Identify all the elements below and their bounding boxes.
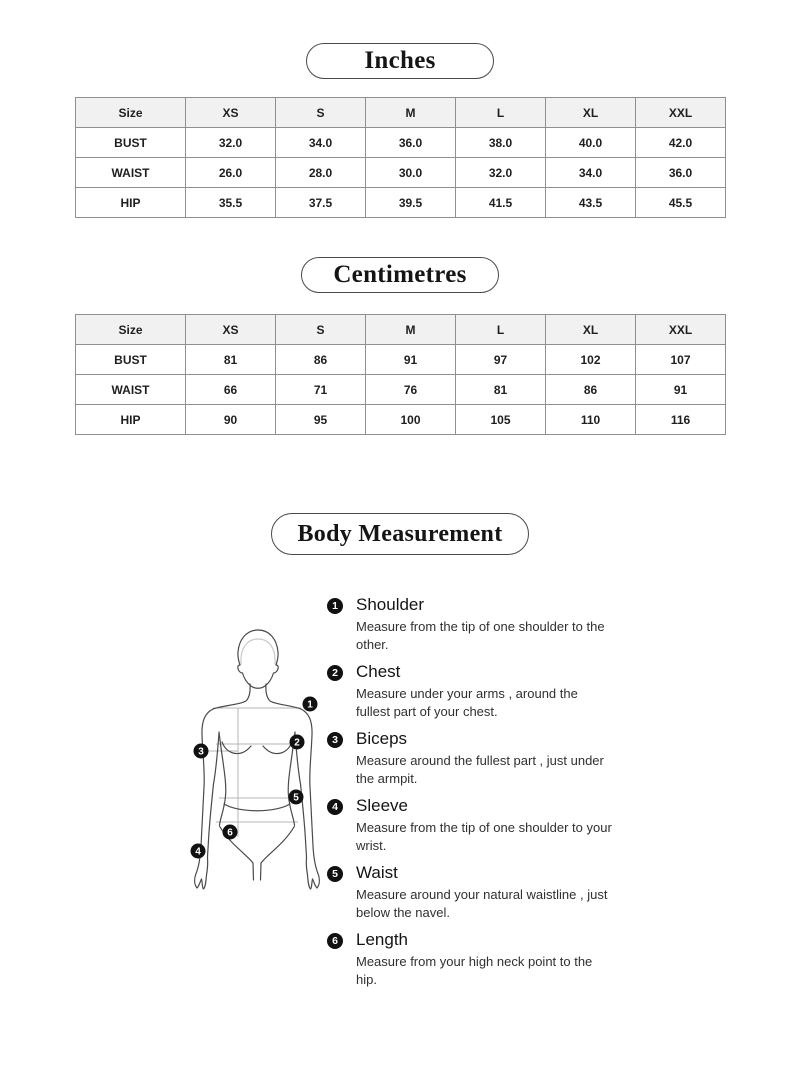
item-number-badge: 4	[327, 799, 343, 815]
table-row-hip	[76, 188, 726, 218]
cell-value: 107	[636, 345, 726, 375]
cell-value: 34.0	[276, 128, 366, 158]
cell-value: 39.5	[366, 188, 456, 218]
svg-text:6: 6	[227, 827, 233, 839]
cell-value: 37.5	[276, 188, 366, 218]
item-number-badge: 5	[327, 866, 343, 882]
section-title-body-measurement	[271, 513, 529, 555]
item-number-badge: 2	[327, 665, 343, 681]
figure-marker-1	[303, 697, 318, 712]
cell-value: 100	[366, 405, 456, 435]
neck-left	[213, 684, 250, 709]
col-header-s: S	[276, 98, 366, 128]
svg-text:3: 3	[198, 746, 204, 758]
left-hand	[202, 858, 208, 889]
torso-left-side	[219, 732, 226, 825]
measurement-instructions-list	[327, 595, 627, 997]
measurement-item-chest	[327, 662, 627, 720]
measurement-title: Shoulder	[356, 595, 425, 614]
figure-marker-6	[223, 825, 238, 840]
left-arm-outer	[195, 709, 213, 888]
cell-value: 110	[546, 405, 636, 435]
centimetres-title-text: Centimetres	[333, 261, 467, 288]
figure-marker-4	[191, 844, 206, 859]
table-header-row	[76, 315, 726, 345]
centimetres-size-table	[75, 314, 726, 435]
cell-value: 86	[546, 375, 636, 405]
left-arm-inner	[208, 733, 220, 858]
cell-value: 95	[276, 405, 366, 435]
cell-value: 26.0	[186, 158, 276, 188]
col-header-size: Size	[76, 98, 186, 128]
measurement-item-sleeve	[327, 796, 627, 854]
cell-value: 45.5	[636, 188, 726, 218]
svg-text:1: 1	[307, 699, 313, 711]
table-row-waist	[76, 375, 726, 405]
cell-value: 41.5	[456, 188, 546, 218]
right-arm-outer	[301, 709, 319, 888]
row-label: BUST	[76, 128, 186, 158]
cell-value: 32.0	[186, 128, 276, 158]
measurement-item-shoulder	[327, 595, 627, 653]
cell-value: 71	[276, 375, 366, 405]
measurement-description: Measure around the fullest part , just under the armpit.	[356, 753, 604, 786]
section-title-inches	[306, 43, 494, 79]
cell-value: 34.0	[546, 158, 636, 188]
cell-value: 81	[456, 375, 546, 405]
cell-value: 36.0	[636, 158, 726, 188]
body-outline-illustration	[175, 612, 335, 902]
col-header-l: L	[456, 98, 546, 128]
col-header-xs: XS	[186, 315, 276, 345]
measurement-title: Length	[356, 930, 408, 949]
cell-value: 43.5	[546, 188, 636, 218]
cell-value: 116	[636, 405, 726, 435]
row-label: WAIST	[76, 158, 186, 188]
col-header-l: L	[456, 315, 546, 345]
col-header-xl: XL	[546, 98, 636, 128]
col-header-size: Size	[76, 315, 186, 345]
row-label: BUST	[76, 345, 186, 375]
body-measurement-title-text: Body Measurement	[297, 520, 503, 547]
inches-title-text: Inches	[364, 47, 436, 74]
col-header-xl: XL	[546, 315, 636, 345]
cell-value: 66	[186, 375, 276, 405]
measurement-item-waist	[327, 863, 627, 921]
figure-marker-3	[194, 744, 209, 759]
cell-value: 102	[546, 345, 636, 375]
col-header-s: S	[276, 315, 366, 345]
item-number-badge: 6	[327, 933, 343, 949]
col-header-xxl: XXL	[636, 315, 726, 345]
inches-size-table	[75, 97, 726, 218]
waistband-curve	[224, 804, 290, 811]
body-figure-diagram	[175, 612, 335, 902]
col-header-xxl: XXL	[636, 98, 726, 128]
figure-marker-2	[290, 735, 305, 750]
figure-marker-5	[289, 790, 304, 805]
cell-value: 86	[276, 345, 366, 375]
cell-value: 32.0	[456, 158, 546, 188]
neck-right	[266, 684, 301, 709]
cell-value: 42.0	[636, 128, 726, 158]
crotch-right-line	[261, 863, 262, 880]
cell-value: 38.0	[456, 128, 546, 158]
cell-value: 81	[186, 345, 276, 375]
cell-value: 91	[366, 345, 456, 375]
measurement-description: Measure from the tip of one shoulder to your wrist.	[356, 820, 612, 853]
row-label: HIP	[76, 405, 186, 435]
cell-value: 30.0	[366, 158, 456, 188]
measurement-item-biceps	[327, 729, 627, 787]
cell-value: 35.5	[186, 188, 276, 218]
table-header-row	[76, 98, 726, 128]
measurement-description: Measure around your natural waistline , just below the navel.	[356, 887, 608, 920]
row-label: WAIST	[76, 375, 186, 405]
measurement-title: Biceps	[356, 729, 408, 748]
cell-value: 76	[366, 375, 456, 405]
hairline	[241, 639, 275, 664]
table-row-hip	[76, 405, 726, 435]
item-number-badge: 1	[327, 598, 343, 614]
row-label: HIP	[76, 188, 186, 218]
measurement-description: Measure from the tip of one shoulder to the other.	[356, 619, 605, 652]
measurement-title: Sleeve	[356, 796, 408, 815]
measurement-description: Measure from your high neck point to the hip.	[356, 954, 593, 987]
measurement-title: Waist	[356, 863, 398, 882]
svg-text:4: 4	[195, 846, 201, 858]
cell-value: 90	[186, 405, 276, 435]
cell-value: 91	[636, 375, 726, 405]
svg-text:5: 5	[293, 792, 299, 804]
cell-value: 105	[456, 405, 546, 435]
section-title-centimetres	[301, 257, 499, 293]
table-row-waist	[76, 158, 726, 188]
col-header-m: M	[366, 98, 456, 128]
cell-value: 40.0	[546, 128, 636, 158]
right-hand	[306, 858, 312, 889]
cell-value: 36.0	[366, 128, 456, 158]
col-header-m: M	[366, 315, 456, 345]
measurement-description: Measure under your arms , around the fullest part of your chest.	[356, 686, 578, 719]
bikini-right-curve	[261, 826, 295, 863]
cell-value: 97	[456, 345, 546, 375]
measurement-item-length	[327, 930, 627, 988]
table-row-bust	[76, 128, 726, 158]
cell-value: 28.0	[276, 158, 366, 188]
table-row-bust	[76, 345, 726, 375]
svg-text:2: 2	[294, 737, 300, 749]
crotch-left-line	[253, 863, 254, 880]
measurement-title: Chest	[356, 662, 401, 681]
item-number-badge: 3	[327, 732, 343, 748]
col-header-xs: XS	[186, 98, 276, 128]
